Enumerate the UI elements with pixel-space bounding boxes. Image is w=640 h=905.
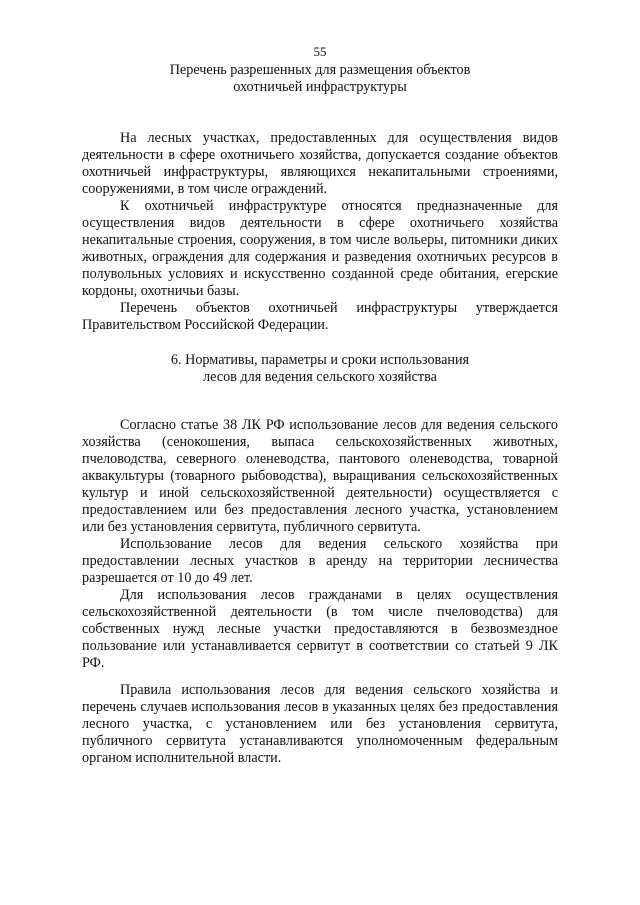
paragraph: Согласно статье 38 ЛК РФ использование лесов для ведения сельского хозяйства (сенокошения, выпаса сельскохозяйственных животных, пчеловодства, северного оленеводства, пантового оленеводства, товарной аквакультуры (товарного рыбоводства), выращивания сельскохозяйственных культур и иной сельскохозяйственной деятельности) осуществляется с предоставлением или без предоставления лесного участка, установлением или без установления сервитута, публичного сервитута. [82, 417, 558, 535]
section-1-title-line-1: Перечень разрешенных для размещения объектов [169, 62, 471, 78]
section-2-body [82, 417, 558, 767]
section-1-body [82, 130, 558, 334]
section-2-title-line-2: лесов для ведения сельского хозяйства [203, 369, 437, 385]
section-1-heading [82, 62, 558, 96]
section-2-title-line-1: 6. Нормативы, параметры и сроки использования [170, 352, 470, 368]
paragraph: На лесных участках, предоставленных для осуществления видов деятельности в сфере охотничьего хозяйства, допускается создание объектов охотничьей инфраструктуры, являющихся некапитальными строениями, сооружениями, в том числе ограждений. [82, 130, 558, 197]
document-page [82, 44, 558, 767]
paragraph: Перечень объектов охотничьей инфраструктуры утверждается Правительством Российской Федерации. [82, 300, 558, 333]
paragraph: Использование лесов для ведения сельского хозяйства при предоставлении лесных участков в аренду на территории лесничества разрешается от 10 до 49 лет. [82, 536, 558, 586]
paragraph: Для использования лесов гражданами в целях осуществления сельскохозяйственной деятельности (в том числе пчеловодства) для собственных нужд лесные участки предоставляются в безвозмездное пользование или устанавливается сервитут в соответствии со статьей 9 ЛК РФ. [82, 587, 558, 671]
section-1-title-line-2: охотничьей инфраструктуры [233, 79, 407, 95]
paragraph: К охотничьей инфраструктуре относятся предназначенные для осуществления видов деятельности в сфере охотничьего хозяйства некапитальные строения, сооружения, в том числе вольеры, питомники диких животных, ограждения для содержания и разведения охотничьих ресурсов в полувольных условиях и искусственно созданной среде обитания, егерские кордоны, охотничьи базы. [82, 198, 558, 299]
page-number: 55 [313, 44, 327, 59]
section-2-heading [82, 352, 558, 386]
paragraph: Правила использования лесов для ведения сельского хозяйства и перечень случаев использования лесов в указанных целях без предоставления лесного участка, с установлением или без установления сервитута, публичного сервитута устанавливаются уполномоченным федеральным органом исполнительной власти. [82, 682, 558, 766]
